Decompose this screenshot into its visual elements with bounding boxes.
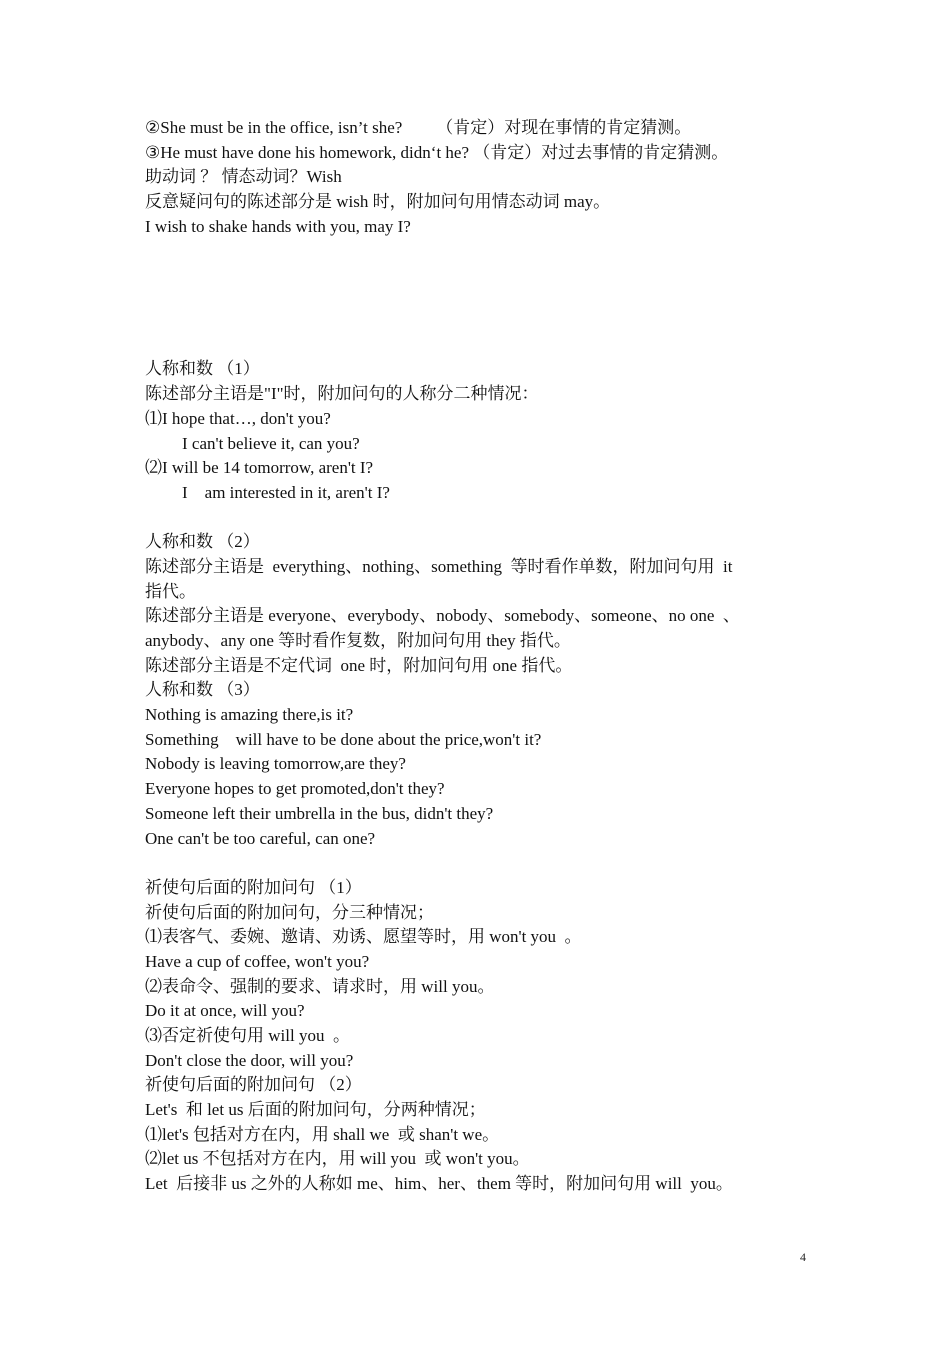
example-line: ⑵I will be 14 tomorrow, aren't I?	[145, 458, 374, 478]
text-line: 祈使句后面的附加问句，分三种情况；	[145, 902, 434, 922]
text-line: anybody、any one 等时看作复数，附加问句用 they 指代。	[145, 631, 571, 650]
text-line: ⑵let us 不包括对方在内，用 will you 或 won't you。	[145, 1149, 530, 1169]
text-line: I wish to shake hands with you, may I?	[145, 216, 411, 236]
section-heading: 人称和数 （1）	[145, 359, 260, 379]
page-content	[145, 116, 815, 1197]
example-line: Someone left their umbrella in the bus, didn't they?	[145, 803, 494, 823]
text-line: ⑴表客气、委婉、邀请、劝诱、愿望等时，用 won't you 。	[145, 927, 582, 947]
text-line: 陈述部分主语是 everyone、everybody、nobody、somebody、someone、no one 、	[145, 606, 740, 626]
example-line: Nobody is leaving tomorrow,are they?	[145, 754, 406, 774]
example-line: Nothing is amazing there,is it?	[145, 705, 354, 725]
text-line: 陈述部分主语是 everything、nothing、something 等时看作单数，附加问句用 it	[145, 556, 733, 576]
spacer	[145, 239, 815, 357]
page-number: 4	[800, 1250, 806, 1264]
spacer	[145, 851, 815, 876]
text-line: 反意疑问句的陈述部分是 wish 时，附加问句用情态动词 may。	[145, 192, 611, 212]
example-line: Don't close the door, will you?	[145, 1050, 354, 1070]
example-line: Have a cup of coffee, won't you?	[145, 951, 370, 971]
text-line: ⑴let's 包括对方在内，用 shall we 或 shan't we。	[145, 1124, 500, 1144]
section-heading: 人称和数 （2）	[145, 532, 260, 552]
text-line: ⑵表命令、强制的要求、请求时，用 will you。	[145, 976, 495, 996]
text-line: 指代。	[145, 581, 196, 601]
text-line: ②She must be in the office, isn’t she? （肯定）对现在事情的肯定猜测。	[145, 118, 692, 137]
section-heading: 人称和数 （3）	[145, 680, 260, 700]
example-line: I am interested in it, aren't I?	[182, 482, 390, 502]
example-line: Do it at once, will you?	[145, 1001, 305, 1021]
text-line: Let 后接非 us 之外的人称如 me、him、her、them 等时，附加问句用 will you。	[145, 1174, 733, 1194]
text-line: ⑶否定祈使句用 will you 。	[145, 1026, 350, 1045]
example-line: Everyone hopes to get promoted,don't they?	[145, 779, 445, 799]
example-line: Something will have to be done about the price,won't it?	[145, 729, 542, 749]
text-line: ③He must have done his homework, didn‘t he? （肯定）对过去事情的肯定猜测。	[145, 142, 729, 162]
example-line: One can't be too careful, can one?	[145, 828, 376, 848]
section-heading: 祈使句后面的附加问句 （2）	[145, 1075, 362, 1095]
section-heading: 祈使句后面的附加问句 （1）	[145, 877, 362, 897]
example-line: I can't believe it, can you?	[182, 433, 360, 453]
text-line: 陈述部分主语是不定代词 one 时，附加问句用 one 指代。	[145, 655, 573, 675]
spacer	[145, 506, 815, 531]
example-line: ⑴I hope that…, don't you?	[145, 408, 331, 428]
text-line: 助动词 ？ 情态动词？Wish	[145, 167, 342, 187]
text-line: Let's 和 let us 后面的附加问句，分两种情况；	[145, 1100, 486, 1120]
text-line: 陈述部分主语是"I"时，附加问句的人称分二种情况：	[145, 384, 539, 404]
